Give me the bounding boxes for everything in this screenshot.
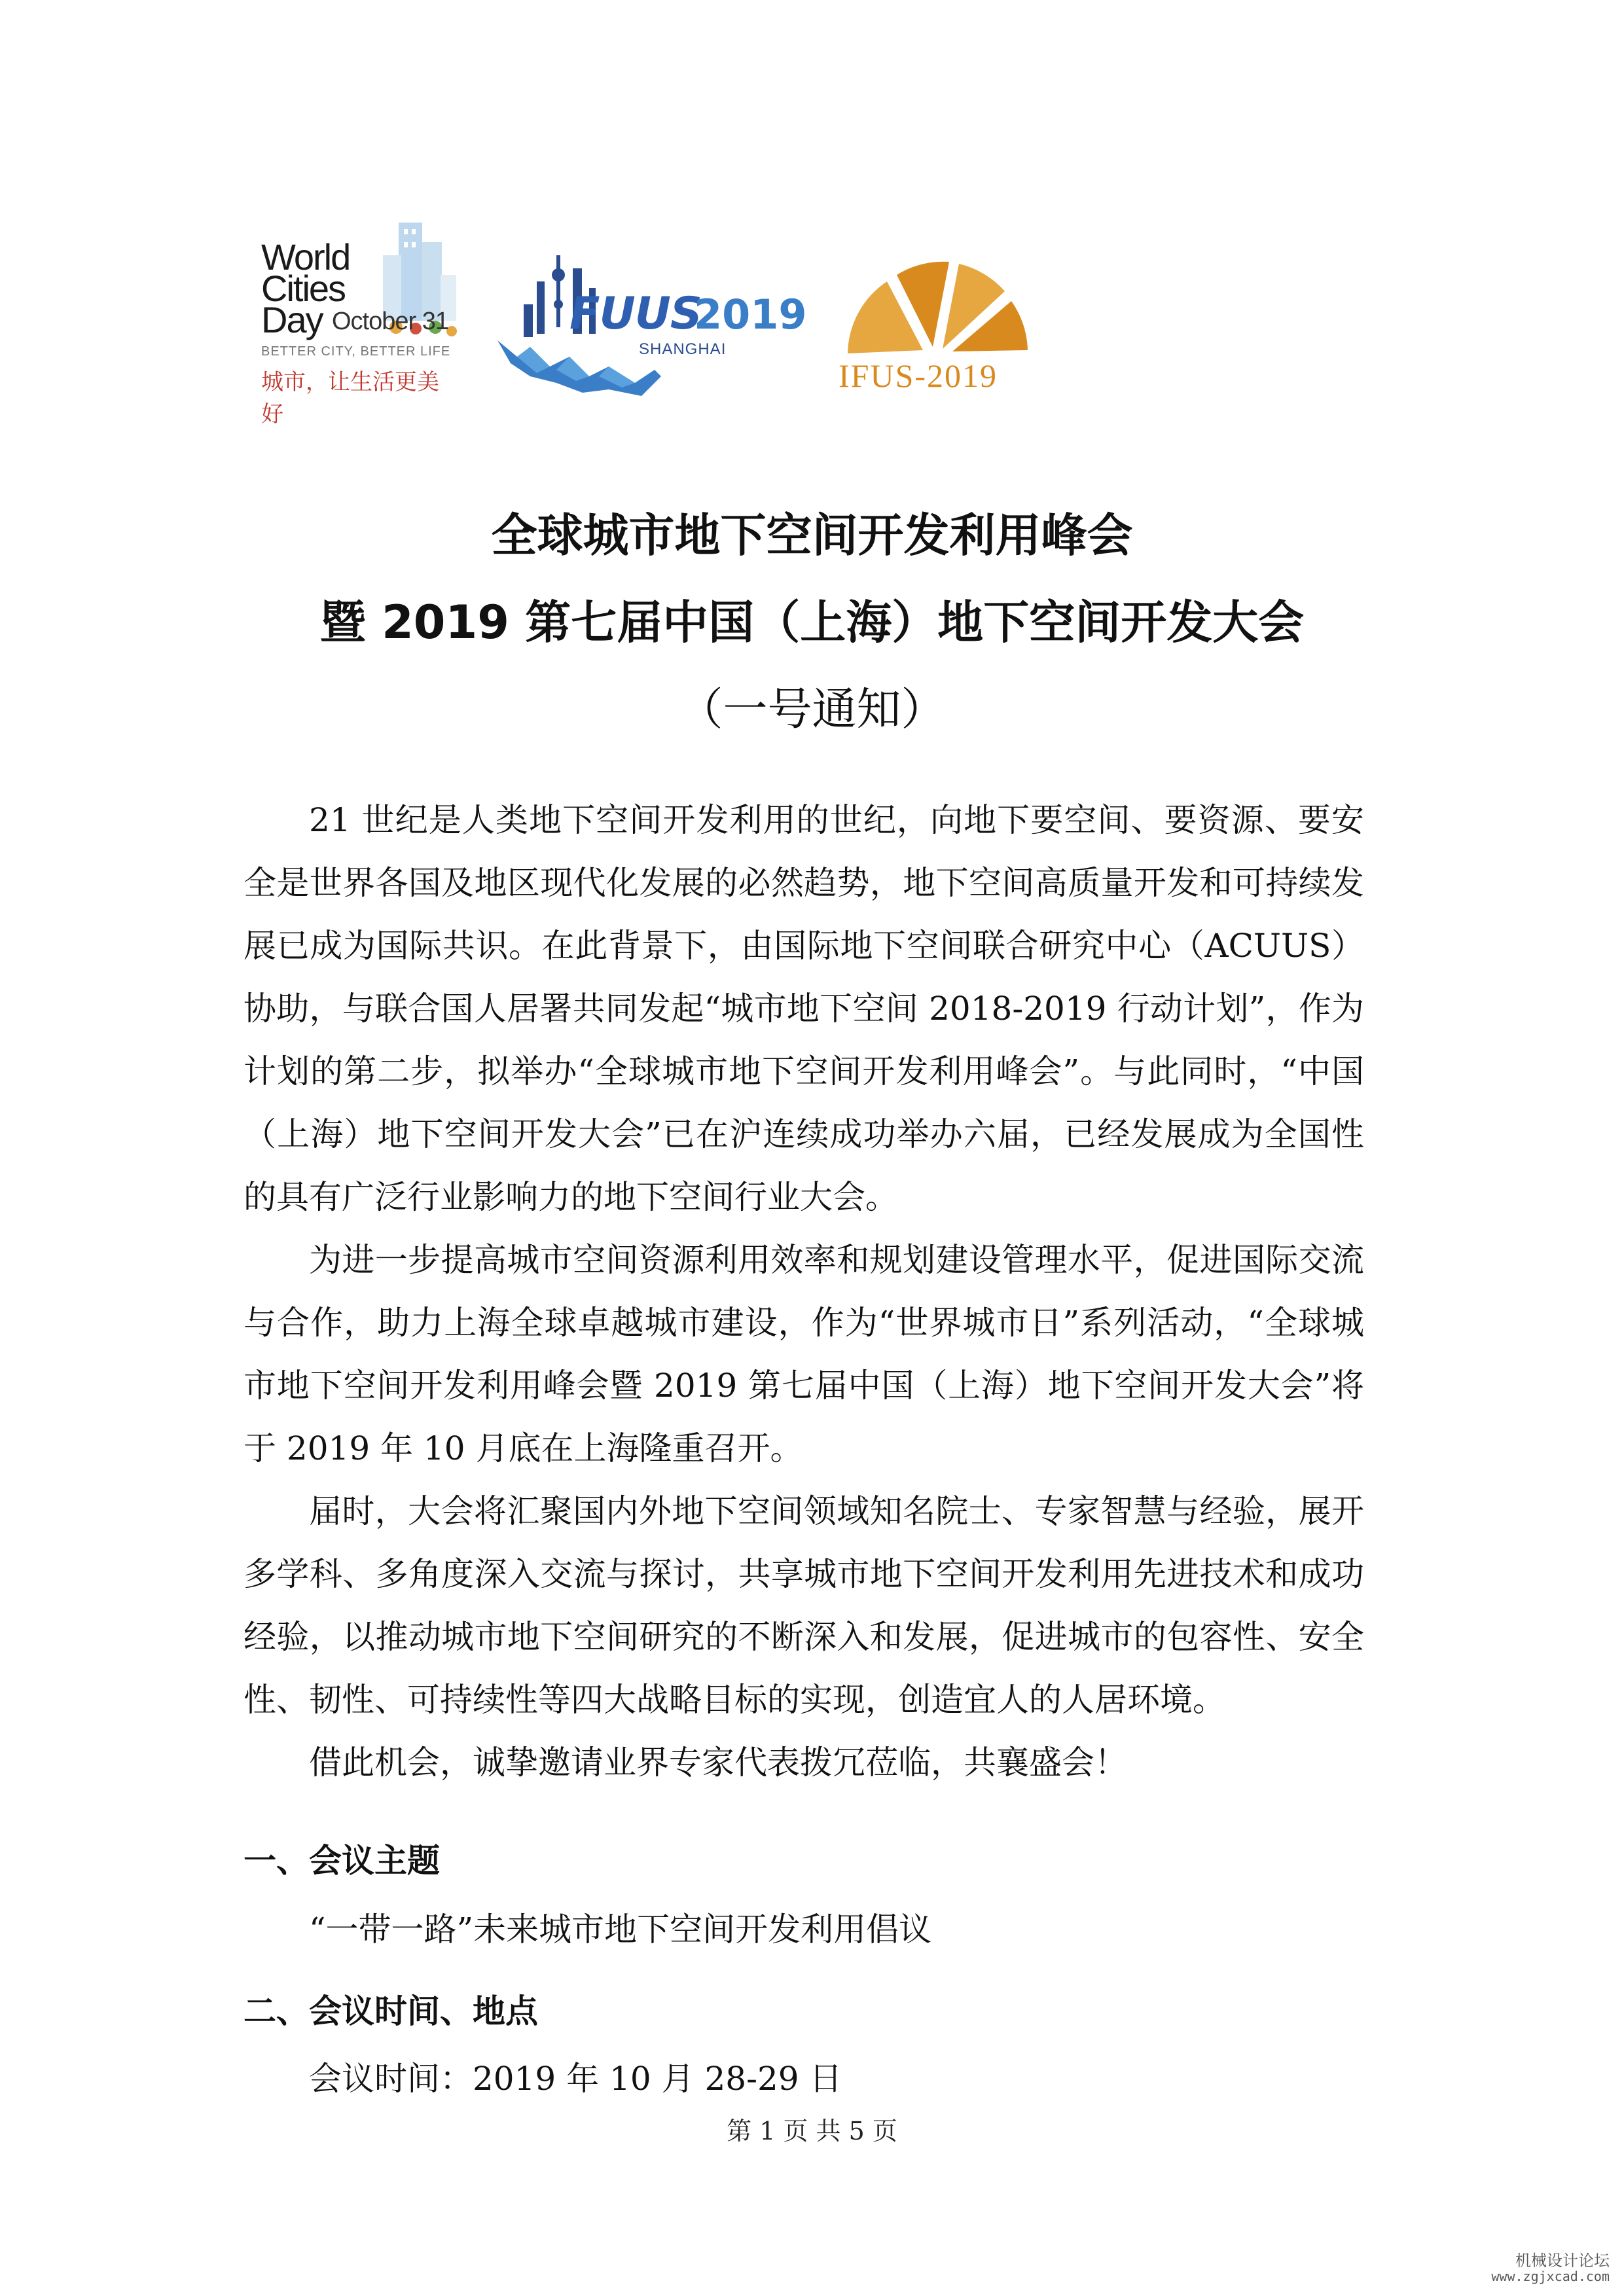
sub-title: 暨 2019 第七届中国（上海）地下空间开发大会: [319, 596, 1305, 649]
fuus-2019-logo: [491, 242, 831, 399]
logo-bar: [259, 216, 1077, 427]
section-content-theme: “一带一路”未来城市地下空间开发利用倡议: [309, 1910, 932, 1948]
paragraph-text: 为进一步提高城市空间资源利用效率和规划建设管理水平，促进国际交流与合作，助力上海全球卓越城市建设，作为“世界城市日”系列活动，“全球城市地下空间开发利用峰会暨 2019 第七届中国（上海）地下空间开发大会”将于 2019 年 10 月底在上海隆重召开。: [244, 1241, 1364, 1467]
wcd-word-cities: Cities: [261, 268, 346, 309]
paragraph-intro: [244, 789, 1364, 1229]
paragraph-agenda: [244, 1480, 1364, 1731]
paragraph-text: 借此机会，诚挚邀请业界专家代表拨冗莅临，共襄盛会！: [309, 1744, 1127, 1782]
watermark-site-name: 机械设计论坛: [1515, 2251, 1610, 2270]
paragraph-purpose: [244, 1229, 1364, 1480]
paragraph-invitation: [244, 1731, 1364, 1794]
ifus-wordmark: IFUS-2019: [839, 357, 998, 394]
section-heading-time-place: 二、会议时间、地点: [244, 1992, 538, 2030]
notice-label: （一号通知）: [678, 684, 946, 736]
watermark-url: www.zgjxcad.com: [1491, 2269, 1610, 2284]
page-number: 第 1 页 共 5 页: [727, 2117, 897, 2145]
section-heading-theme: 一、会议主题: [244, 1842, 440, 1880]
fuus-city: SHANGHAI: [639, 340, 727, 358]
wcd-word-day: Day: [261, 299, 323, 340]
watermark: [1459, 2248, 1610, 2287]
wcd-slogan: BETTER CITY, BETTER LIFE: [261, 344, 451, 359]
paragraph-text: 21 世纪是人类地下空间开发利用的世纪，向地下要空间、要资源、要安全是世界各国及地区现代化发展的必然趋势，地下空间高质量开发和可持续发展已成为国际共识。在此背景下，由国际地下空间联合研究中心（ACUUS）协助，与联合国人居署共同发起“城市地下空间 2018-2019 行动计划”，作为计划的第二步，拟举办“全球城市地下空间开发利用峰会”。与此同时，“中国（上海）地下空间开发大会”已在沪连续成功举办六届，已经发展成为全国性的具有广泛行业影响力的地下空间行业大会。: [244, 801, 1364, 1216]
fuus-year: 2019: [694, 291, 807, 338]
fuus-wordmark: FUUS: [569, 288, 702, 340]
main-title: 全球城市地下空间开发利用峰会: [491, 509, 1133, 562]
wcd-word-world: World: [261, 236, 350, 278]
world-cities-day-logo: [259, 216, 455, 427]
wcd-slogan-cn: 城市，让生活更美好: [261, 369, 439, 427]
paragraph-text: 届时，大会将汇聚国内外地下空间领域知名院士、专家智慧与经验，展开多学科、多角度深入交流与探讨，共享城市地下空间开发利用先进技术和成功经验，以推动城市地下空间研究的不断深入和发展，促进城市的包容性、安全性、韧性、可持续性等四大战略目标的实现，创造宜人的人居环境。: [244, 1492, 1364, 1719]
ifus-2019-logo: [835, 252, 1038, 403]
wcd-date: October 31: [332, 308, 448, 335]
section-content-time: 会议时间：2019 年 10 月 28-29 日: [309, 2060, 842, 2098]
ifus-fan-icon: [835, 252, 1038, 357]
